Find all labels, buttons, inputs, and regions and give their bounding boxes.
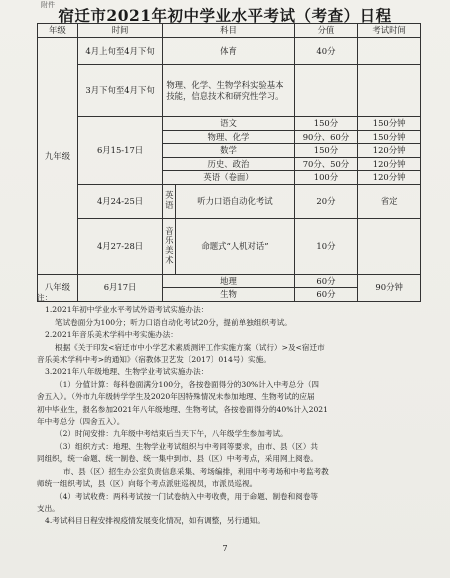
schedule-table [37,23,421,302]
notes-section [37,292,427,528]
art-date: 4月27-28日 [77,218,163,274]
g8-bio-score: 60分 [294,288,358,302]
main-score: 150分 [294,117,358,131]
note-line: 2.2021年音乐美术学科中考实施办法： [45,330,178,340]
table-header-row [38,24,421,38]
header-subject: 科目 [163,24,294,38]
art-subject: 命题式“人机对话” [176,218,294,274]
note-line: 舍五入）。（外市九年级转学学生及2020年因特殊情况未参加地理、生物考试的应届 [37,392,315,402]
main-score: 90分、60分 [294,130,358,144]
lab-date: 3月下旬至4月下旬 [77,65,163,117]
header-grade: 年级 [38,24,78,38]
main-date: 6月15-17日 [77,117,163,185]
lab-duration [358,65,421,117]
note-line: 支出。 [37,503,60,513]
note-line: 年中考总分（四舍五入）。 [37,417,125,427]
main-duration: 120分钟 [358,157,421,171]
main-subject: 数学 [163,144,294,158]
pe-subject: 体育 [163,38,294,65]
pe-score: 40分 [294,38,358,65]
note-line: 4.考试科目日程安排视疫情发展变化情况，如有调整，另行通知。 [45,516,265,526]
g8-geo-subject: 地理 [163,274,294,288]
art-subject-vertical: 音乐美术 [163,218,176,274]
note-line: 笔试卷面分为100分；听力口语自动化考试20分，提前单独组织考试。 [55,317,292,327]
header-score: 分值 [294,24,358,38]
note-line: 同组织，统一命题、统一制卷、统一集中到市、县（区）中考考点，采用网上阅卷。 [37,454,318,464]
table-row [38,65,421,117]
grade-nine-cell: 九年级 [38,38,78,275]
pe-date: 4月上旬至4月下旬 [77,38,163,65]
main-subject: 英语（卷面） [163,171,294,185]
table-row [38,184,421,218]
main-subject: 语文 [163,117,294,131]
g8-date: 6月17日 [77,274,163,301]
pe-duration [358,38,421,65]
note-line: （3）组织方式：地理、生物学业考试组织与中考同等要求，由市、县（区）共 [55,441,319,451]
g8-bio-subject: 生物 [163,288,294,302]
table-row [38,38,421,65]
note-line: 3.2021年八年级地理、生物学业考试实施办法： [45,367,209,377]
note-line: （2）时间安排：九年级中考结束后当天下午，八年级学生参加考试。 [55,429,288,439]
header-date: 时间 [77,24,163,38]
note-line: 注： [37,293,53,302]
g8-duration: 90分钟 [358,274,421,301]
table-row [38,117,421,131]
grade-eight-cell: 八年级 [38,274,78,301]
main-score: 150分 [294,144,358,158]
oral-subject-vertical: 英语 [163,184,176,218]
main-subject: 物理、化学 [163,130,294,144]
note-line: 初中毕业生，报名参加2021年八年级地理、生物考试，各按卷面得分的40%计入2021 [37,404,328,414]
note-line: 师统一组织考试，县（区）向每个考点派驻巡视员，市派员巡视。 [37,479,258,489]
art-score: 10分 [294,218,358,274]
attachment-label: 附件 [41,1,55,9]
main-score: 100分 [294,171,358,185]
main-duration: 120分钟 [358,171,421,185]
note-line: 根据《关于印发<宿迁市中小学艺术素质测评工作实施方案（试行）>及<宿迁市 [55,342,325,352]
oral-duration: 省定 [358,184,421,218]
note-line: 市、县（区）招生办公室负责信息采集、考场编排，利用中考考场和中考监考教 [63,466,329,476]
art-duration [358,218,421,274]
main-duration: 120分钟 [358,144,421,158]
main-duration: 150分钟 [358,117,421,131]
note-line: （1）分值计算：每科卷面满分100分，各按卷面得分的30%计入中考总分（四 [55,379,320,389]
oral-subject: 听力口语自动化考试 [176,184,294,218]
main-duration: 150分钟 [358,130,421,144]
lab-subject: 物理、化学、生物学科实验基本技能，信息技术和研究性学习。 [163,65,294,117]
main-score: 70分、50分 [294,157,358,171]
note-line: （4）考试收费：两科考试按一门试卷纳入中考收费，用于命题、制卷和阅卷等 [55,491,319,501]
oral-score: 20分 [294,184,358,218]
main-subject: 历史、政治 [163,157,294,171]
header-duration: 考试时间 [358,24,421,38]
note-line: 1.2021年初中学业水平考试外语考试实施办法： [45,305,209,315]
g8-geo-score: 60分 [294,274,358,288]
lab-score [294,65,358,117]
oral-date: 4月24-25日 [77,184,163,218]
page-number: 7 [222,544,228,553]
table-row [38,274,421,288]
page-title: 宿迁市2021年初中学业水平考试（考查）日程 [58,6,392,25]
note-line: 音乐美术学科中考>的通知》（宿教体卫艺发〔2017〕014号）实施。 [37,355,271,365]
table-row [38,218,421,274]
